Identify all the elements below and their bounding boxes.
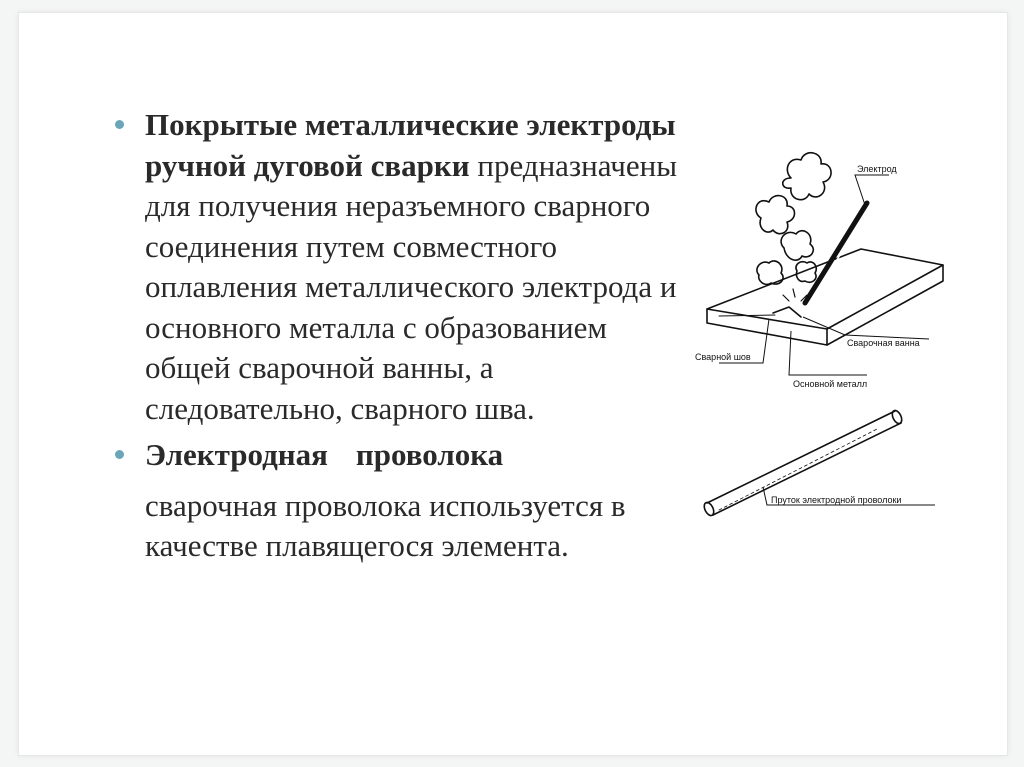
label-wire-rod: Пруток электродной проволоки <box>771 495 902 505</box>
slide <box>18 12 1008 756</box>
welding-diagram <box>19 13 1007 755</box>
electrodes-heading: Покрытые металлические электроды ручной дуговой сварки <box>145 107 676 183</box>
label-electrode: Электрод <box>857 164 897 174</box>
wire-heading-word1: Электродная <box>145 437 328 472</box>
welding-illustration <box>707 153 943 345</box>
label-base-metal: Основной металл <box>793 379 868 389</box>
wire-description: сварочная проволока используется в качестве плавящегося элемента. <box>145 487 626 563</box>
electrodes-description: предназначены для получения неразъемного сварного соединения путем совместного оплавления металлического электрода и основного металла с образованием общей сварочной ванны, а следовательно, сварного шва. <box>145 147 678 426</box>
wire-heading-word2: проволока <box>355 437 504 472</box>
label-weld-pool: Сварочная ванна <box>847 338 920 348</box>
label-weld-seam: Сварной шов <box>695 352 751 362</box>
